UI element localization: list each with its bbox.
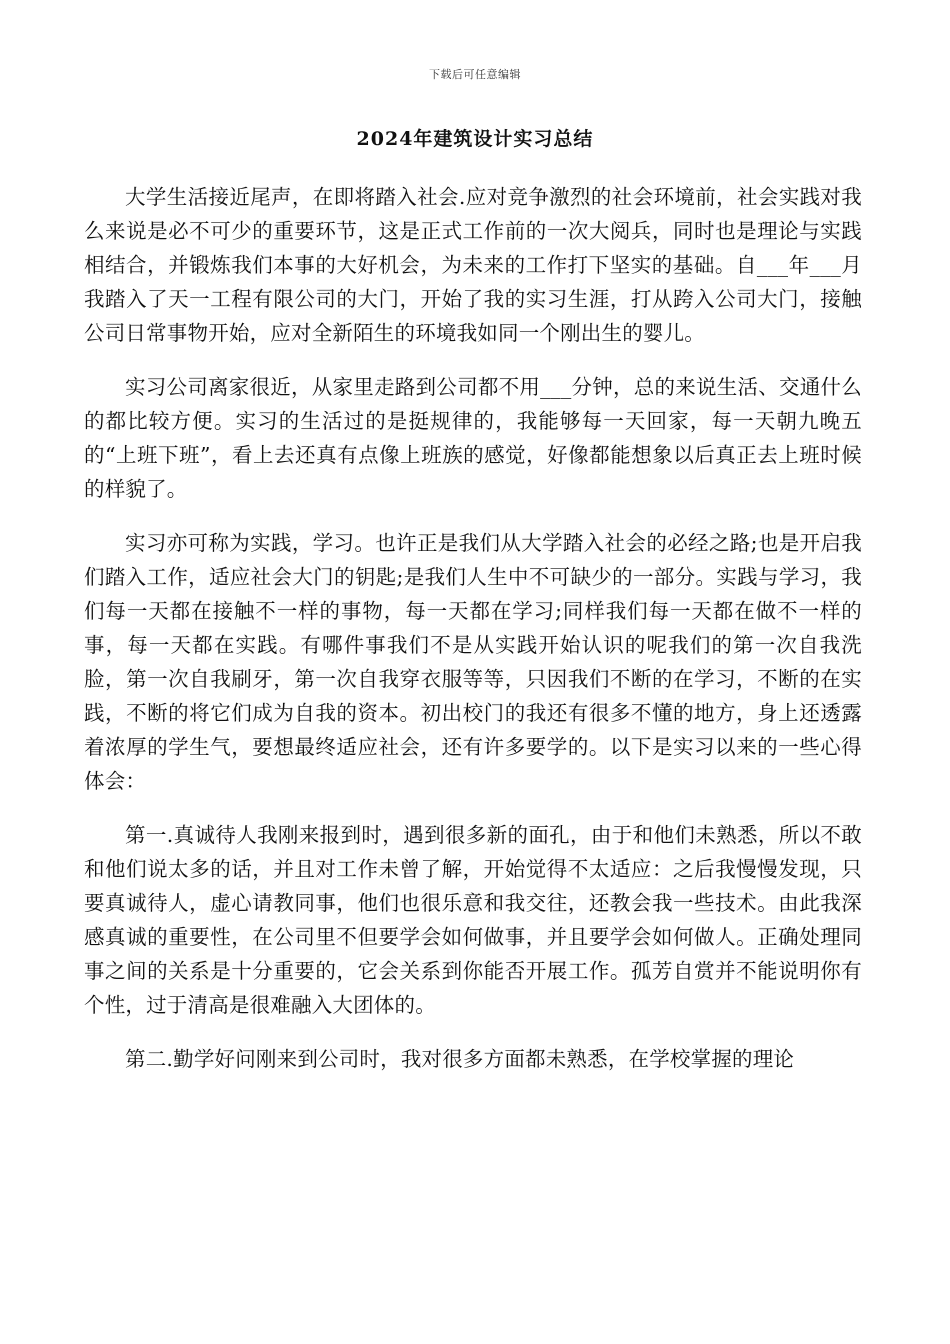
paragraph-5: 第二.勤学好问刚来到公司时，我对很多方面都未熟悉，在学校掌握的理论 [125, 1047, 795, 1071]
paragraph-3: 实习亦可称为实践，学习。也许正是我们从大学踏入社会的必经之路;也是开启我们踏入工作，适应社会大门的钥匙;是我们人生中不可缺少的一部分。实践与学习，我们每一天都在接触不一样的事物，每一天都在学习;同样我们每一天都在做不一样的事，每一天都在实践。有哪件事我们不是从实践开始认识的呢我们的第一次自我洗脸，第一次自我刷牙，第一次自我穿衣服等等，只因我们不断的在学习，不断的在实践，不断的将它们成为自我的资本。初出校门的我还有很多不懂的地方，身上还透露着浓厚的学生气，要想最终适应社会，还有许多要学的。以下是实习以来的一些心得体会： [84, 531, 862, 793]
paragraph-2: 实习公司离家很近，从家里走路到公司都不用___分钟，总的来说生活、交通什么的都比较方便。实习的生活过的是挺规律的，我能够每一天回家，每一天朝九晚五的“上班下班”，看上去还真有点像上班族的感觉，好像都能想象以后真正去上班时候的样貌了。 [84, 375, 862, 501]
paragraph-4: 第一.真诚待人我刚来报到时，遇到很多新的面孔，由于和他们未熟悉，所以不敢和他们说太多的话，并且对工作未曾了解，开始觉得不太适应：之后我慢慢发现，只要真诚待人，虚心请教同事，他们也很乐意和我交往，还教会我一些技术。由此我深感真诚的重要性，在公司里不但要学会如何做事，并且要学会如何做人。正确处理同事之间的关系是十分重要的，它会关系到你能否开展工作。孤芳自赏并不能说明你有个性，过于清高是很难融入大团体的。 [84, 823, 862, 1017]
document-title: 2024年建筑设计实习总结 [356, 128, 594, 150]
header-note: 下载后可任意编辑 [429, 68, 521, 81]
paragraph-1: 大学生活接近尾声，在即将踏入社会.应对竞争激烈的社会环境前，社会实践对我么来说是必不可少的重要环节，这是正式工作前的一次大阅兵，同时也是理论与实践相结合，并锻炼我们本事的大好机会，为未来的工作打下坚实的基础。自___年___月我踏入了天一工程有限公司的大门，开始了我的实习生涯，打从跨入公司大门，接触公司日常事物开始，应对全新陌生的环境我如同一个刚出生的婴儿。 [84, 185, 862, 345]
document-body [84, 180, 862, 1096]
